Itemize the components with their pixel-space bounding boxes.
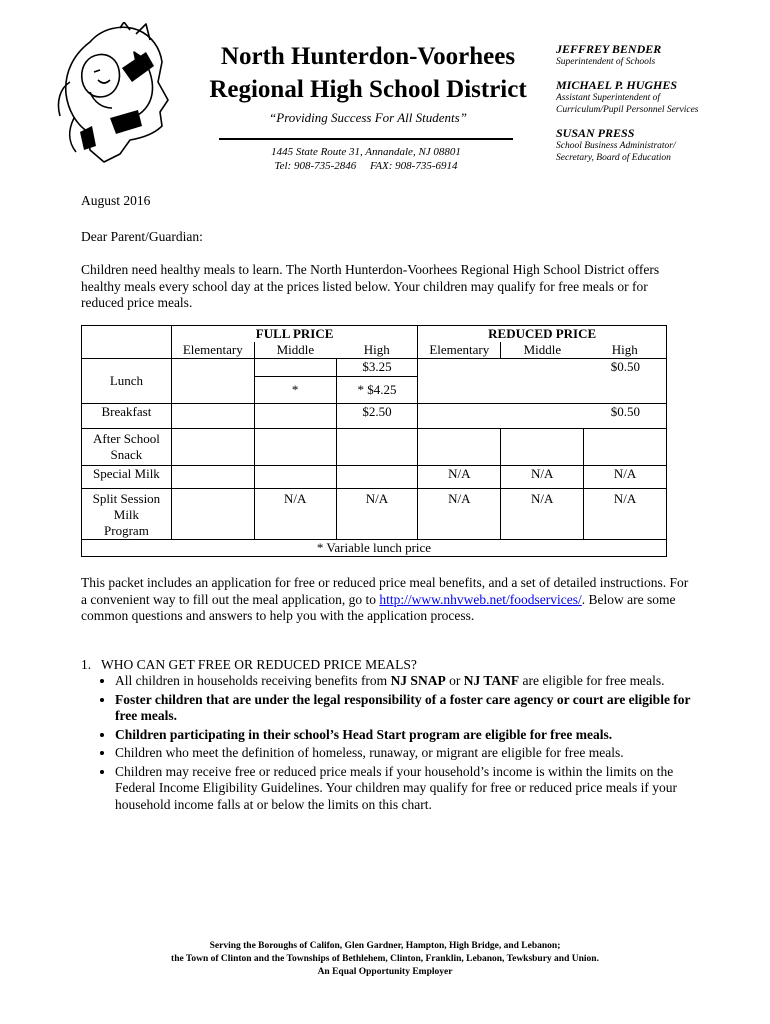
lunch-full-high: $3.25	[336, 359, 418, 377]
table-cell	[171, 429, 254, 466]
staff-name-hughes: MICHAEL P. HUGHES	[556, 78, 678, 92]
col-elementary: Elementary	[171, 342, 254, 359]
table-cell	[254, 359, 336, 377]
footer-line-1: Serving the Boroughs of Califon, Glen Gardner, Hampton, High Bridge, and Lebanon;	[209, 941, 561, 951]
split-reduced-middle: N/A	[501, 489, 584, 540]
para2-text-after: . Below are some common questions and answers to help you with the application process.	[81, 591, 676, 623]
staff-title-press-2: Secretary, Board of Education	[556, 153, 671, 163]
split-full-middle: N/A	[254, 489, 336, 540]
meal-price-table	[81, 325, 667, 557]
nj-tanf: NJ TANF	[463, 673, 520, 688]
row-lunch: Lunch	[82, 359, 172, 404]
list-item: • Children may receive free or reduced price meals if your household’s income is within the limits on the Federal Income Eligibility Guidelines. Your children may qualify for free or reduced price meals if your household income falls at or below the limits on this chart.	[115, 764, 715, 814]
col-elementary: Elementary	[418, 342, 501, 359]
table-cell	[418, 359, 501, 404]
table-cell	[584, 429, 667, 466]
footer-line-3: An Equal Opportunity Employer	[317, 967, 453, 977]
table-footnote: * Variable lunch price	[82, 540, 667, 557]
staff-title-bender: Superintendent of Schools	[556, 57, 656, 67]
district-motto: “Providing Success For All Students”	[269, 110, 467, 125]
question-1-heading: 1. WHO CAN GET FREE OR REDUCED PRICE MEALS?	[81, 657, 417, 672]
special-milk-reduced-elementary: N/A	[418, 466, 501, 489]
table-cell	[501, 359, 584, 404]
lunch-reduced-high: $0.50	[584, 359, 667, 404]
table-cell	[336, 429, 418, 466]
breakfast-full-high: $2.50	[336, 404, 418, 429]
table-cell	[171, 404, 254, 429]
col-middle: Middle	[501, 342, 584, 359]
table-cell	[418, 404, 501, 429]
col-middle: Middle	[254, 342, 336, 359]
list-item: • Children participating in their school’s Head Start program are eligible for free meals.	[115, 727, 715, 744]
breakfast-reduced-high: $0.50	[584, 404, 667, 429]
list-item: • Foster children that are under the legal responsibility of a foster care agency or court are eligible for free meals.	[115, 692, 715, 725]
table-cell	[418, 429, 501, 466]
snack-label-1: After School	[93, 431, 160, 446]
split-reduced-elementary: N/A	[418, 489, 501, 540]
header-divider	[219, 138, 513, 140]
staff-title-press-1: School Business Administrator/	[556, 141, 676, 151]
table-cell	[501, 429, 584, 466]
col-high: High	[336, 342, 418, 359]
bullet-text: All children in households receiving benefits from	[115, 673, 391, 688]
eligibility-list	[95, 673, 715, 815]
table-row	[82, 489, 667, 540]
split-label-3: Program	[104, 523, 149, 538]
special-milk-reduced-high: N/A	[584, 466, 667, 489]
table-cell	[254, 404, 336, 429]
phone-fax-line: Tel: 908-735-2846 FAX: 908-735-6914	[274, 160, 458, 172]
table-cell	[82, 326, 172, 359]
page-footer	[60, 940, 710, 979]
table-row	[82, 359, 667, 377]
table-row	[82, 404, 667, 429]
letter-date: August 2016	[81, 193, 151, 208]
row-split-session	[82, 489, 172, 540]
staff-name-bender: JEFFREY BENDER	[556, 42, 662, 56]
row-special-milk: Special Milk	[82, 466, 172, 489]
application-paragraph	[81, 575, 693, 625]
para2-text-before: This packet includes an application for free or reduced price meal benefits, and a set of detailed instructions. For a convenient way to fill out the meal application, go to	[81, 575, 689, 607]
table-cell	[336, 466, 418, 489]
list-item	[115, 673, 715, 690]
nj-snap: NJ SNAP	[390, 673, 446, 688]
bullet-text: or	[445, 673, 464, 688]
address-line: 1445 State Route 31, Annandale, NJ 08801	[271, 146, 461, 158]
row-after-school-snack	[82, 429, 172, 466]
table-cell	[171, 359, 254, 404]
table-row	[82, 326, 667, 343]
table-cell	[171, 489, 254, 540]
reduced-price-header: REDUCED PRICE	[418, 326, 667, 343]
staff-title-hughes-1: Assistant Superintendent of	[556, 93, 660, 103]
table-cell	[171, 466, 254, 489]
staff-title-press	[556, 140, 756, 164]
col-high: High	[584, 342, 667, 359]
intro-paragraph: Children need healthy meals to learn. The North Hunterdon-Voorhees Regional High School District offers healthy meals every school day at the prices listed below. Your children may qualify for free meals or for reduced price meals.	[81, 262, 660, 310]
bullet-text: are eligible for free meals.	[519, 673, 665, 688]
table-row	[82, 466, 667, 489]
table-row	[82, 540, 667, 557]
footer-line-2: the Town of Clinton and the Townships of Bethlehem, Clinton, Franklin, Lebanon, Tewksbury and Union.	[171, 954, 599, 964]
lunch-full-high-2: * $4.25	[336, 377, 418, 404]
district-logo-icon	[50, 22, 182, 170]
split-label-1: Split Session	[92, 491, 161, 506]
row-breakfast: Breakfast	[82, 404, 172, 429]
split-label-2: Milk	[113, 507, 140, 522]
table-row	[82, 429, 667, 466]
letter-greeting: Dear Parent/Guardian:	[81, 229, 203, 244]
staff-title-hughes-2: Curriculum/Pupil Personnel Services	[556, 105, 699, 115]
table-cell	[254, 466, 336, 489]
staff-name-press: SUSAN PRESS	[556, 126, 635, 140]
table-cell	[501, 404, 584, 429]
snack-label-2: Snack	[110, 447, 143, 462]
district-address	[219, 145, 513, 173]
table-cell	[254, 429, 336, 466]
list-item: • Children who meet the definition of homeless, runaway, or migrant are eligible for free meals.	[115, 745, 715, 762]
full-price-header: FULL PRICE	[171, 326, 418, 343]
split-full-high: N/A	[336, 489, 418, 540]
staff-list	[556, 42, 756, 174]
district-name-line2: Regional High School District	[209, 76, 527, 103]
split-reduced-high: N/A	[584, 489, 667, 540]
food-services-link[interactable]: http://www.nhvweb.net/foodservices/	[379, 591, 582, 607]
lunch-full-middle-2: *	[254, 377, 336, 404]
staff-title-hughes	[556, 92, 756, 116]
special-milk-reduced-middle: N/A	[501, 466, 584, 489]
district-name	[193, 40, 543, 106]
district-name-line1: North Hunterdon-Voorhees	[220, 43, 516, 70]
